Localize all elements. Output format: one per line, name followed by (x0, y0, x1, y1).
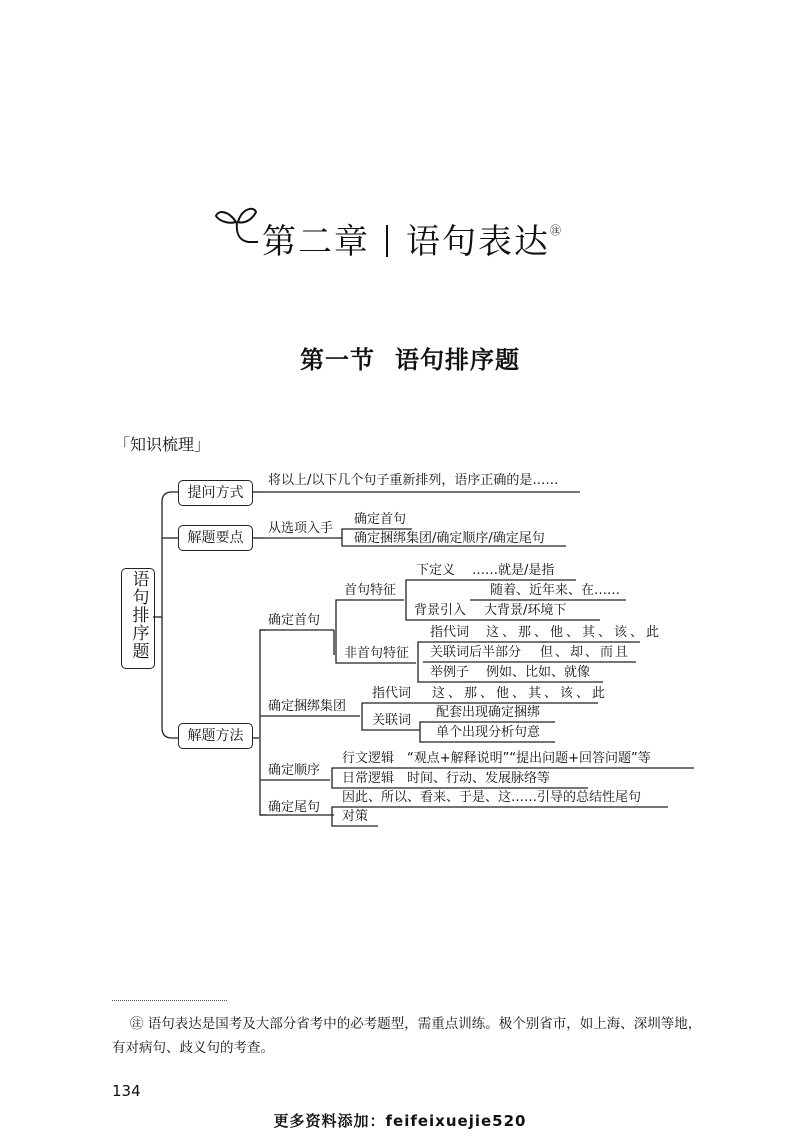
feature-background-detail: 大背景/环境下 (484, 603, 567, 618)
feature-background-text: 随着、近年来、在…… (490, 583, 621, 598)
bundle-pronoun: 指代词 (372, 686, 412, 701)
knowledge-heading: 「知识梳理」 (114, 435, 211, 454)
question-way-text: 将以上/以下几个句子重新排列，语序正确的是…… (268, 473, 559, 488)
mindmap-root: 语句排序题 (121, 568, 155, 669)
node-methods: 解题方法 (178, 723, 253, 749)
non-first-conjunction-text: 但、却、而且 (540, 645, 631, 660)
section-title: 语句排序题 (395, 346, 520, 374)
feature-definition-text: ……就是/是指 (472, 563, 555, 578)
method-first-sentence: 确定首句 (268, 613, 321, 628)
chapter-number: 第二章 (262, 222, 370, 262)
method-bundle: 确定捆绑集团 (268, 699, 347, 714)
feature-definition: 下定义 (416, 563, 456, 578)
last-item: 对策 (342, 809, 369, 824)
page-number: 134 (112, 1082, 141, 1100)
footnote-separator (112, 1000, 227, 1001)
bundle-pronoun-text: 这、那、他、其、该、此 (432, 686, 609, 701)
section-number: 第一节 (300, 346, 375, 374)
non-first-pronoun-text: 这、那、他、其、该、此 (486, 625, 663, 640)
feature-background: 背景引入 (414, 603, 467, 618)
non-first-features-label: 非首句特征 (344, 646, 410, 661)
bundle-conjunction-item: 单个出现分析句意 (436, 725, 541, 740)
non-first-example-text: 例如、比如、就像 (486, 665, 591, 680)
non-first-conjunction: 关联词后半部分 (430, 645, 522, 660)
method-last-sentence: 确定尾句 (268, 800, 321, 815)
node-question-way: 提问方式 (178, 480, 253, 506)
first-features-label: 首句特征 (344, 583, 397, 598)
order-item: 日常逻辑 时间、行动、发展脉络等 (342, 771, 551, 786)
promo-text: 更多资料添加：feifeixuejie520 (273, 1112, 527, 1130)
footnote: ㊟ 语句表达是国考及大部分省考中的必考题型，需重点训练。极个别省市，如上海、深圳等地，有对病句、歧义句的考查。 (112, 1016, 702, 1056)
non-first-example: 举例子 (430, 665, 470, 680)
chapter-title: 语句表达 (406, 222, 550, 262)
key-points-item: 确定捆绑集团/确定顺序/确定尾句 (354, 531, 545, 546)
key-points-item: 确定首句 (354, 512, 407, 527)
method-order: 确定顺序 (268, 763, 321, 778)
bundle-conjunction: 关联词 (372, 713, 412, 728)
bundle-conjunction-item: 配套出现确定捆绑 (436, 705, 541, 720)
non-first-pronoun: 指代词 (430, 625, 470, 640)
order-item: 行文逻辑 “观点+解释说明”“提出问题+回答问题”等 (342, 751, 651, 766)
node-key-points: 解题要点 (178, 525, 253, 551)
last-item: 因此、所以、看来、于是、这……引导的总结性尾句 (342, 790, 642, 805)
footnote-mark: ㊟ (550, 224, 561, 237)
key-points-sub: 从选项入手 (268, 521, 334, 536)
